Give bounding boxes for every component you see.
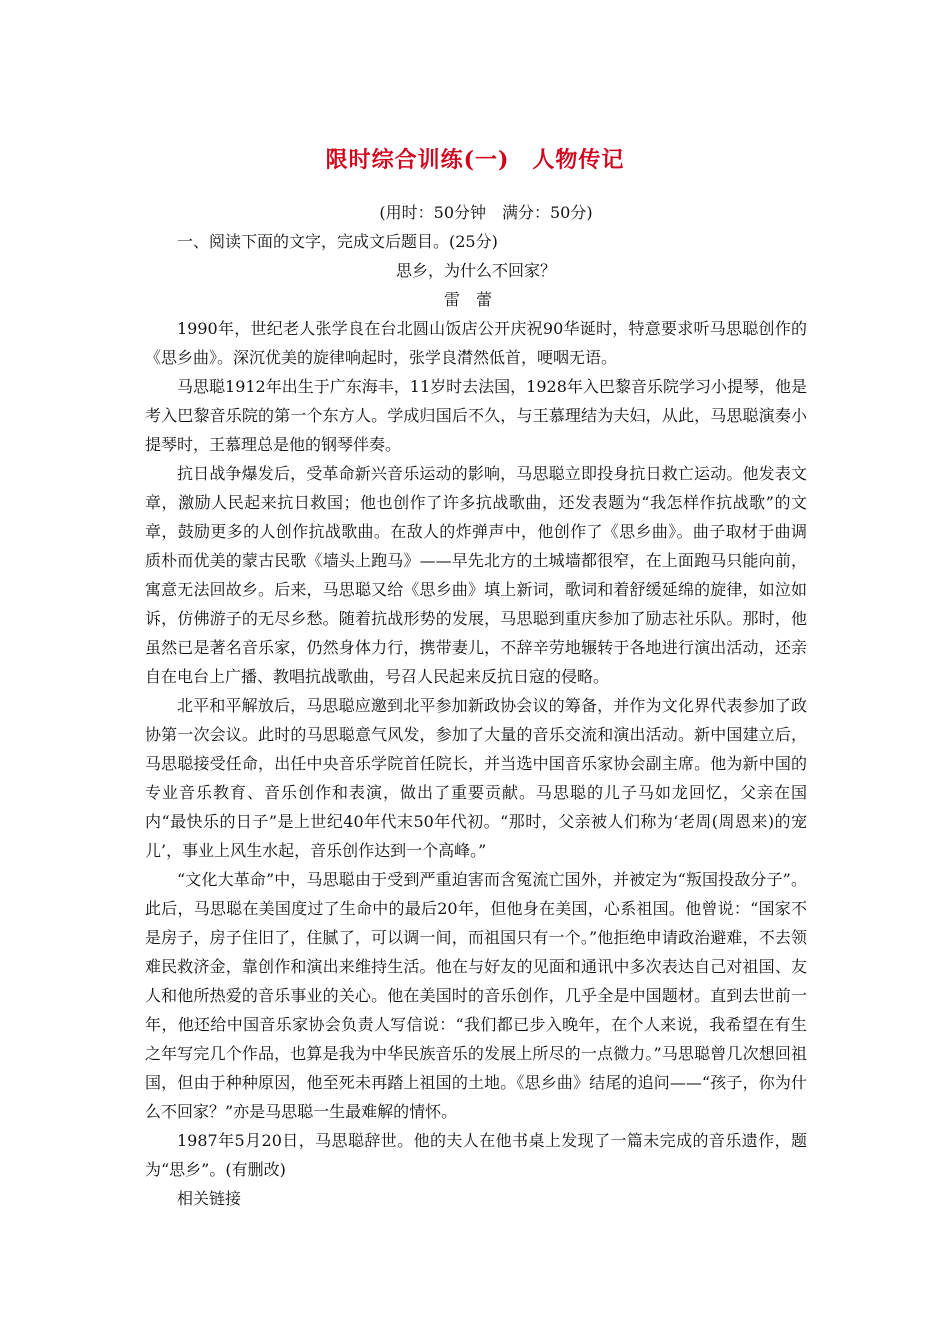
paragraph: 北平和平解放后，马思聪应邀到北平参加新政协会议的筹备，并作为文化界代表参加了政协第一次会议。此时的马思聪意气风发，参加了大量的音乐交流和演出活动。新中国建立后，马思聪接受任命，出任中央音乐学院首任院长，并当选中国音乐家协会副主席。他为新中国的专业音乐教育、音乐创作和表演，做出了重要贡献。马思聪的儿子马如龙回忆，父亲在国内“最快乐的日子”是上世纪40年代末50年代初。“那时，父亲被人们称为‘老周(周恩来)的宠儿’，事业上风生水起，音乐创作达到一个高峰。” — [145, 696, 807, 860]
article-title: 思乡，为什么不回家？ — [395, 261, 556, 280]
document-title: 限时综合训练(一) 人物传记 — [325, 147, 625, 173]
paragraph: “文化大革命”中，马思聪由于受到严重迫害而含冤流亡国外，并被定为“叛国投敌分子”。此后，马思聪在美国度过了生命中的最后20年，但他身在美国，心系祖国。他曾说：“国家不是房子，房子住旧了，住腻了，可以调一间，而祖国只有一个。”他拒绝申请政治避难，不去领难民救济金，靠创作和演出来维持生活。他在与好友的见面和通讯中多次表达自己对祖国、友人和他所热爱的音乐事业的关心。他在美国时的音乐创作，几乎全是中国题材。直到去世前一年，他还给中国音乐家协会负责人写信说：“我们都已步入晚年，在个人来说，我希望在有生之年写完几个作品，也算是我为中华民族音乐的发展上所尽的一点微力。”马思聪曾几次想回祖国，但由于种种原因，他至死未再踏上祖国的土地。《思乡曲》结尾的追问——“孩子，你为什么不回家？”亦是马思聪一生最难解的情怀。 — [145, 870, 807, 1121]
paragraph: 抗日战争爆发后，受革命新兴音乐运动的影响，马思聪立即投身抗日救亡运动。他发表文章，激励人民起来抗日救国；他也创作了许多抗战歌曲，还发表题为“我怎样作抗战歌”的文章，鼓励更多的人创作抗战歌曲。在敌人的炸弹声中，他创作了《思乡曲》。曲子取材于曲调质朴而优美的蒙古民歌《墙头上跑马》——早先北方的土城墙都很窄，在上面跑马只能向前，寓意无法回故乡。后来，马思聪又给《思乡曲》填上新词，歌词和着舒缓延绵的旋律，如泣如诉，仿佛游子的无尽乡愁。随着抗战形势的发展，马思聪到重庆参加了励志社乐队。那时，他虽然已是著名音乐家，仍然身体力行，携带妻儿，不辞辛劳地辗转于各地进行演出活动，还亲自在电台上广播、教唱抗战歌曲，号召人民起来反抗日寇的侵略。 — [145, 464, 807, 686]
article-author: 雷蕾 — [443, 290, 508, 309]
paragraph: 1990年，世纪老人张学良在台北圆山饭店公开庆祝90华诞时，特意要求听马思聪创作的《思乡曲》。深沉优美的旋律响起时，张学良潸然低首，哽咽无语。 — [145, 319, 807, 367]
paragraph: 马思聪1912年出生于广东海丰，11岁时去法国，1928年入巴黎音乐院学习小提琴，他是考入巴黎音乐院的第一个东方人。学成归国后不久，与王慕理结为夫妇，从此，马思聪演奏小提琴时，王慕理总是他的钢琴伴奏。 — [145, 377, 807, 454]
related-links-heading: 相关链接 — [177, 1189, 242, 1208]
exam-meta: (用时：50分钟 满分：50分) — [379, 203, 593, 222]
section-heading: 一、阅读下面的文字，完成文后题目。(25分) — [177, 232, 498, 251]
document-body — [145, 198, 807, 1213]
paragraph: 1987年5月20日，马思聪辞世。他的夫人在他书桌上发现了一篇未完成的音乐遗作，题为“思乡”。(有删改) — [145, 1131, 807, 1179]
